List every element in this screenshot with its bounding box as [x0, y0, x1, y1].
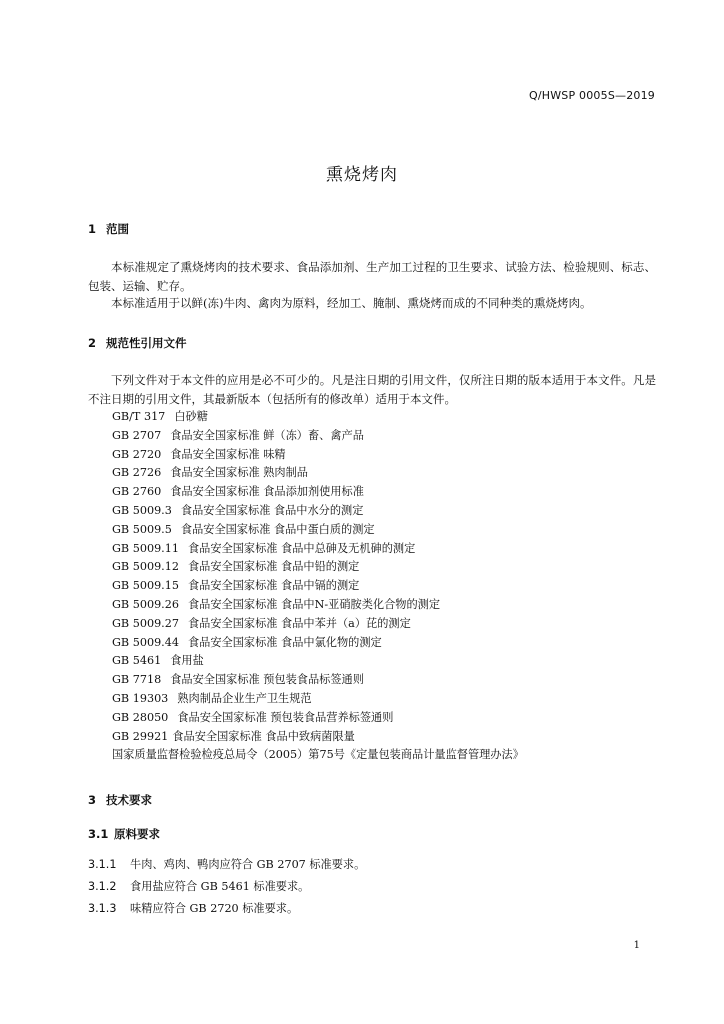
reference-code: GB 5009.11 — [112, 541, 179, 555]
clause-text: 味精应符合 GB 2720 标准要求。 — [130, 902, 299, 915]
clause-3-1-2 — [88, 878, 309, 894]
reference-code: GB 2720 — [112, 447, 162, 461]
reference-name: 食品安全国家标准 食品中N-亚硝胺类化合物的测定 — [187, 597, 441, 611]
reference-code: GB 2760 — [112, 485, 162, 499]
section-number: 1 — [88, 222, 97, 236]
reference-name: 食品安全国家标准 熟肉制品 — [170, 466, 308, 480]
clause-number: 3.1.1 — [88, 858, 117, 871]
reference-name: 食品安全国家标准 鲜（冻）畜、禽产品 — [170, 428, 364, 442]
reference-name: 食品安全国家标准 食品中镉的测定 — [187, 579, 360, 593]
reference-name: 食品安全国家标准 食品中水分的测定 — [180, 503, 364, 517]
page-number: 1 — [633, 940, 640, 951]
list-item — [112, 746, 672, 765]
list-item — [112, 690, 672, 709]
list-item — [112, 540, 672, 559]
list-item — [112, 502, 672, 521]
reference-name: 食品安全国家标准 预包装食品营养标签通则 — [177, 710, 394, 724]
section-number: 2 — [88, 336, 97, 350]
section-heading-normative — [88, 335, 187, 351]
subsection-number: 3.1 — [88, 827, 109, 841]
reference-name: 熟肉制品企业生产卫生规范 — [177, 691, 312, 705]
reference-name: 食品安全国家标准 食品中铅的测定 — [187, 560, 360, 574]
list-item — [112, 464, 672, 483]
reference-code: GB 7718 — [112, 673, 162, 687]
reference-name: 食品安全国家标准 食品添加剂使用标准 — [170, 485, 364, 499]
reference-code: GB/T 317 — [112, 410, 166, 423]
list-item — [112, 577, 672, 596]
list-item — [112, 728, 672, 747]
scope-paragraph-1: 本标准规定了熏烧烤肉的技术要求、食品添加剂、生产加工过程的卫生要求、试验方法、检验规则、标志、包装、运输、贮存。 — [88, 260, 656, 293]
reference-code: GB 5461 — [112, 654, 162, 668]
reference-code: GB 29921 — [112, 729, 169, 743]
list-item — [112, 483, 672, 502]
reference-code: GB 5009.27 — [112, 616, 179, 630]
scope-paragraph-2: 本标准适用于以鲜(冻)牛肉、禽肉为原料，经加工、腌制、熏烧烤而成的不同种类的熏烧烤肉。 — [111, 296, 592, 310]
reference-name: 食品安全国家标准 味精 — [170, 447, 286, 461]
list-item — [112, 446, 672, 465]
reference-name: 《定量包装商品计量监督管理办法》 — [344, 748, 524, 762]
list-item — [112, 408, 672, 427]
list-item — [112, 615, 672, 634]
reference-code: GB 28050 — [112, 710, 169, 724]
clause-3-1-1 — [88, 856, 365, 872]
list-item — [112, 634, 672, 653]
reference-code: GB 5009.3 — [112, 503, 172, 517]
section-title: 规范性引用文件 — [106, 336, 187, 350]
reference-code: GB 5009.12 — [112, 560, 179, 574]
section-heading-scope — [88, 221, 129, 237]
reference-code: GB 5009.26 — [112, 597, 179, 611]
document-code: Q/HWSP 0005S—2019 — [529, 89, 655, 102]
reference-name: 食品安全国家标准 食品中蛋白质的测定 — [180, 522, 375, 536]
reference-code: 国家质量监督检验检疫总局令（2005）第75号 — [112, 748, 345, 762]
clause-number: 3.1.3 — [88, 902, 117, 915]
reference-name: 食品安全国家标准 食品中总砷及无机砷的测定 — [187, 541, 416, 555]
reference-code: GB 5009.15 — [112, 579, 179, 593]
list-item — [112, 521, 672, 540]
normative-intro: 下列文件对于本文件的应用是必不可少的。凡是注日期的引用文件，仅所注日期的版本适用于本文件。凡是不注日期的引用文件，其最新版本（包括所有的修改单）适用于本文件。 — [88, 373, 656, 406]
list-item — [112, 671, 672, 690]
subsection-heading-materials — [88, 826, 160, 842]
reference-name: 食品安全国家标准 预包装食品标签通则 — [170, 673, 364, 687]
reference-code: GB 2726 — [112, 466, 162, 480]
clause-text: 食用盐应符合 GB 5461 标准要求。 — [130, 880, 310, 893]
list-item — [112, 427, 672, 446]
list-item — [112, 652, 672, 671]
subsection-title: 原料要求 — [114, 827, 160, 841]
reference-name: 食用盐 — [170, 654, 204, 668]
clause-number: 3.1.2 — [88, 880, 117, 893]
reference-list — [112, 408, 672, 765]
reference-name: 食品安全国家标准 食品中氯化物的测定 — [187, 635, 382, 649]
reference-code: GB 5009.5 — [112, 522, 172, 536]
reference-name: 食品安全国家标准 食品中致病菌限量 — [172, 729, 355, 743]
document-title: 熏烧烤肉 — [326, 165, 398, 185]
reference-code: GB 5009.44 — [112, 635, 179, 649]
section-heading-technical — [88, 792, 152, 808]
list-item — [112, 709, 672, 728]
list-item — [112, 558, 672, 577]
clause-3-1-3 — [88, 900, 298, 916]
reference-name: 食品安全国家标准 食品中苯并（a）芘的测定 — [187, 616, 411, 630]
reference-code: GB 2707 — [112, 428, 162, 442]
list-item — [112, 596, 672, 615]
reference-name: 白砂糖 — [174, 410, 208, 423]
clause-text: 牛肉、鸡肉、鸭肉应符合 GB 2707 标准要求。 — [130, 858, 366, 871]
reference-code: GB 19303 — [112, 691, 169, 705]
section-title: 技术要求 — [106, 793, 152, 807]
section-number: 3 — [88, 793, 97, 807]
section-title: 范围 — [106, 222, 129, 236]
